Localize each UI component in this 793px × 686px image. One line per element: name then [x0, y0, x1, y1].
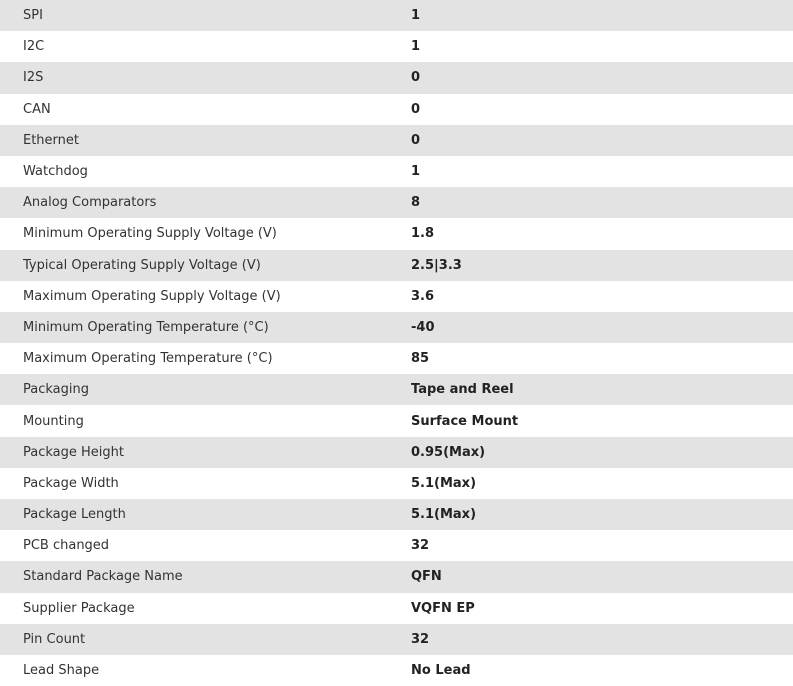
- spec-value: VQFN EP: [411, 600, 475, 616]
- spec-label: Package Height: [23, 444, 124, 460]
- spec-label: PCB changed: [23, 538, 110, 554]
- spec-row-packaging: [0, 374, 793, 405]
- spec-label: Mounting: [23, 413, 84, 429]
- spec-label: Pin Count: [23, 631, 86, 647]
- spec-value: 0: [411, 101, 421, 117]
- spec-row-pin-count: [0, 624, 793, 655]
- spec-value: 0: [411, 132, 421, 148]
- spec-value: Surface Mount: [411, 413, 519, 429]
- spec-label: SPI: [23, 8, 43, 24]
- spec-value: 1: [411, 39, 421, 55]
- spec-value: -40: [411, 319, 435, 335]
- spec-row-mounting: [0, 405, 793, 436]
- spec-label: Package Width: [23, 475, 119, 491]
- spec-label: I2C: [23, 39, 45, 55]
- spec-label: Package Length: [23, 507, 126, 523]
- spec-label: Maximum Operating Temperature (°C): [23, 351, 273, 367]
- spec-value: 1.8: [411, 226, 435, 242]
- spec-row-standard-package-name: [0, 561, 793, 592]
- spec-label: Lead Shape: [23, 663, 100, 679]
- spec-row-max-temperature: [0, 343, 793, 374]
- spec-row-pcb-changed: [0, 530, 793, 561]
- spec-label: Maximum Operating Supply Voltage (V): [23, 288, 281, 304]
- spec-label: Ethernet: [23, 132, 79, 148]
- spec-row-i2s: [0, 62, 793, 93]
- spec-value: 1: [411, 8, 421, 24]
- spec-row-max-supply-voltage: [0, 281, 793, 312]
- spec-label: Minimum Operating Temperature (°C): [23, 319, 269, 335]
- spec-value: No Lead: [411, 663, 471, 679]
- spec-row-min-supply-voltage: [0, 218, 793, 249]
- spec-row-can: [0, 94, 793, 125]
- spec-row-package-width: [0, 468, 793, 499]
- spec-value: 0: [411, 70, 421, 86]
- spec-row-typical-supply-voltage: [0, 250, 793, 281]
- spec-value: 2.5|3.3: [411, 257, 462, 273]
- spec-row-spi: [0, 0, 793, 31]
- spec-row-package-height: [0, 437, 793, 468]
- spec-value: 3.6: [411, 288, 435, 304]
- spec-label: Minimum Operating Supply Voltage (V): [23, 226, 277, 242]
- spec-value: 32: [411, 538, 430, 554]
- spec-label: Typical Operating Supply Voltage (V): [23, 257, 261, 273]
- spec-row-supplier-package: [0, 593, 793, 624]
- spec-label: Watchdog: [23, 164, 88, 180]
- spec-label: Packaging: [23, 382, 89, 398]
- spec-value: 32: [411, 631, 430, 647]
- spec-value: 85: [411, 351, 430, 367]
- spec-row-lead-shape: [0, 655, 793, 686]
- spec-value: 5.1(Max): [411, 507, 477, 523]
- spec-row-watchdog: [0, 156, 793, 187]
- spec-value: Tape and Reel: [411, 382, 514, 398]
- spec-value: 8: [411, 195, 421, 211]
- spec-row-ethernet: [0, 125, 793, 156]
- spec-label: CAN: [23, 101, 51, 117]
- spec-value: QFN: [411, 569, 442, 585]
- spec-row-analog-comparators: [0, 187, 793, 218]
- spec-row-package-length: [0, 499, 793, 530]
- spec-row-i2c: [0, 31, 793, 62]
- spec-label: Analog Comparators: [23, 195, 157, 211]
- spec-value: 0.95(Max): [411, 444, 486, 460]
- spec-label: I2S: [23, 70, 44, 86]
- spec-label: Supplier Package: [23, 600, 135, 616]
- spec-value: 5.1(Max): [411, 475, 477, 491]
- spec-label: Standard Package Name: [23, 569, 183, 585]
- spec-row-min-temperature: [0, 312, 793, 343]
- spec-value: 1: [411, 164, 421, 180]
